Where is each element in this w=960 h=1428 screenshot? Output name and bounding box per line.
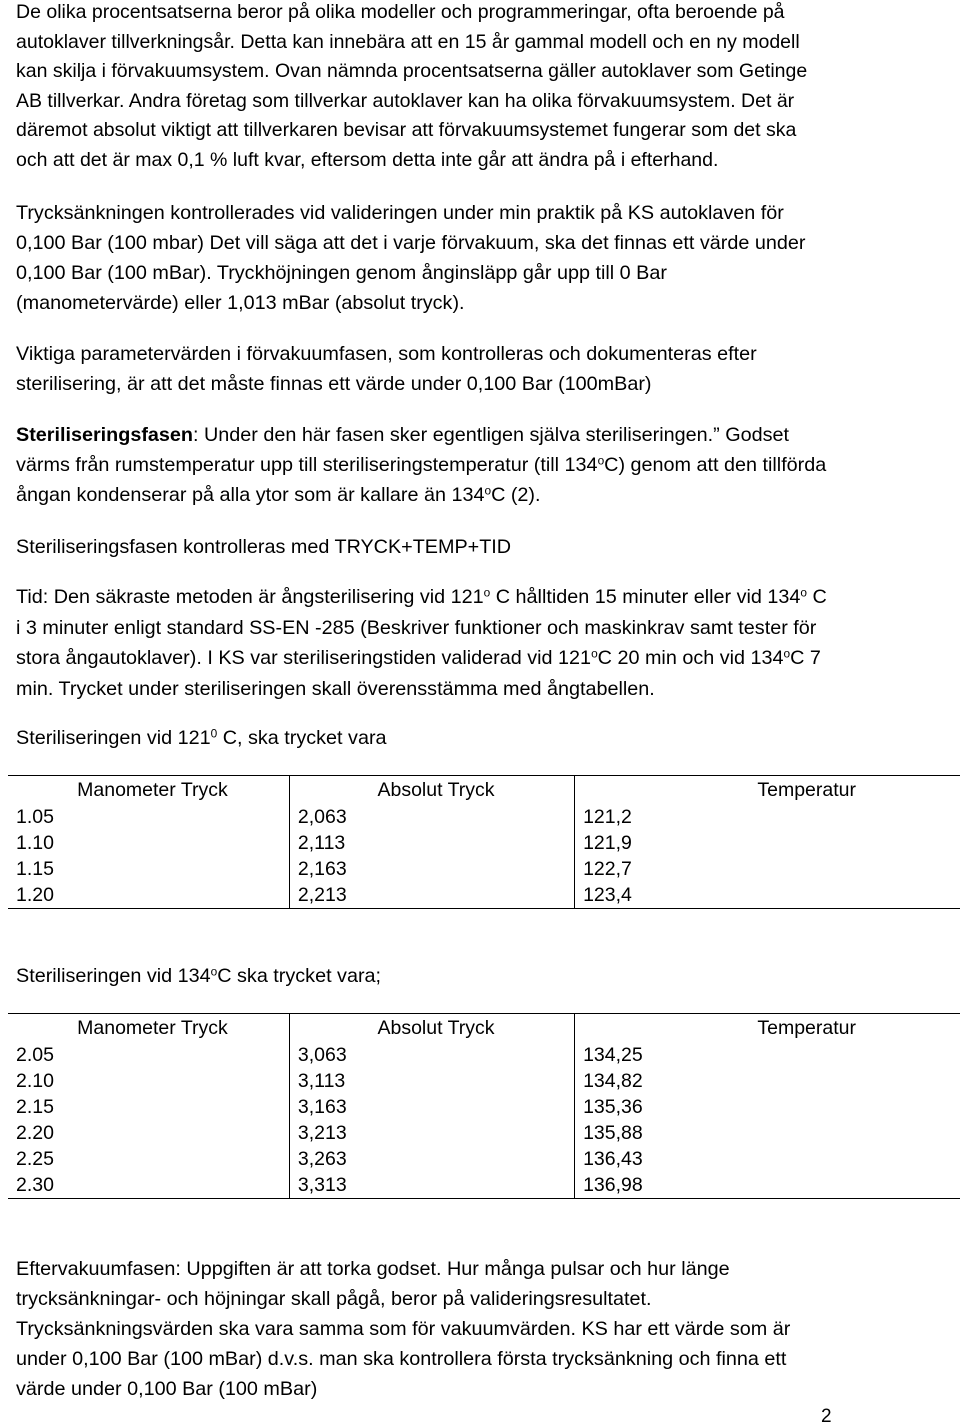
degree-sup: o — [800, 585, 807, 600]
text-line: under 0,100 Bar (100 mBar) d.v.s. man ska kontrollera första trycksänkning och finna ett — [16, 1348, 787, 1370]
text-span: ångan kondenserar på alla ytor som är kallare än 134 — [16, 484, 485, 506]
text-line: AB tillverkar. Andra företag som tillverkar autoklaver kan ha olika förvakuumsystem. Det är — [16, 89, 795, 112]
text-span: stora ångautoklaver). I KS var steriliseringstiden validerad vid 121 — [16, 647, 592, 669]
text-line: däremot absolut viktigt att tillverkaren bevisar att förvakuumsystemet fungerar som det ska — [16, 119, 797, 141]
heading-sterilisering-134 — [16, 961, 381, 991]
text-span: Steriliseringen vid 121 — [16, 727, 211, 749]
text-span: värms från rumstemperatur upp till steriliseringstemperatur (till 134 — [16, 454, 598, 476]
column-header: Manometer Tryck — [8, 776, 289, 805]
text-line: (manometervärde) eller 1,013 mBar (absolut tryck). — [16, 292, 465, 314]
table-cell: 121,9 — [583, 832, 632, 854]
text-line: autoklaver tillverkningsår. Detta kan innebära att en 15 år gammal modell och en ny modell — [16, 30, 800, 53]
table-cell: 2,163 — [289, 856, 574, 882]
table-cell: 134,25 — [583, 1044, 643, 1066]
text-line: sterilisering, är att det måste finnas ett värde under 0,100 Bar (100mBar) — [16, 373, 652, 395]
pressure-table-134 — [8, 1013, 960, 1199]
degree-sup: o — [484, 483, 492, 498]
table-cell: 2,113 — [289, 830, 574, 856]
text-span: C) genom att den tillförda — [604, 454, 827, 476]
text-span: C hålltiden 15 minuter eller vid 134 — [490, 586, 801, 608]
table-cell: 3,263 — [289, 1146, 574, 1172]
text-line: trycksänkningar- och höjningar skall pågå, beror på valideringsresultatet. — [16, 1288, 652, 1310]
text-span: C 7 — [790, 647, 821, 669]
text-line: Eftervakuumfasen: Uppgiften är att torka godset. Hur många pulsar och hur länge — [16, 1258, 730, 1280]
table-cell: 2.30 — [8, 1172, 289, 1199]
table-cell: 122,7 — [583, 858, 632, 880]
table-cell: 136,98 — [575, 1172, 960, 1199]
table-cell: 2,063 — [289, 804, 574, 830]
table-cell: 3,313 — [289, 1172, 574, 1199]
table-cell: 1.10 — [8, 830, 289, 856]
text-line: värde under 0,100 Bar (100 mBar) — [16, 1378, 318, 1400]
degree-sup: o — [210, 964, 218, 979]
column-header: Absolut Tryck — [289, 776, 574, 805]
paragraph-steriliseringsfasen — [16, 420, 826, 510]
text-span: C, ska trycket vara — [217, 727, 387, 749]
text-line: Trycksänkningen kontrollerades vid valideringen under min praktik på KS autoklaven för — [16, 202, 784, 224]
table-row — [8, 830, 960, 856]
heading-sterilisering-121 — [16, 723, 387, 753]
table-cell: 3,113 — [289, 1068, 574, 1094]
paragraph-tid — [16, 582, 827, 704]
text-line: Viktiga parametervärden i förvakuumfasen, som kontrolleras och dokumenteras efter — [16, 343, 757, 365]
table-cell: 121,2 — [583, 806, 632, 828]
degree-sup: 0 — [210, 726, 218, 741]
table-cell: 123,4 — [575, 882, 960, 909]
table-header-row — [8, 776, 960, 805]
table-row — [8, 856, 960, 882]
table-row — [8, 1042, 960, 1068]
table-cell: 2.15 — [8, 1094, 289, 1120]
page-number: 2 — [821, 1406, 832, 1427]
table-cell: 134,82 — [583, 1070, 643, 1092]
table-cell: 3,063 — [289, 1042, 574, 1068]
paragraph-kontrolleras — [16, 532, 511, 562]
text-line: 0,100 Bar (100 mbar) Det vill säga att det i varje förvakuum, ska det finnas ett värde under — [16, 232, 806, 254]
degree-sup: o — [597, 453, 605, 468]
text-span: : Under den här fasen sker egentligen själva steriliseringen.” Godset — [193, 424, 789, 446]
table-cell: 2,213 — [289, 882, 574, 909]
text-line: 0,100 Bar (100 mBar). Tryckhöjningen genom ånginsläpp går upp till 0 Bar — [16, 262, 667, 284]
column-header: Temperatur — [575, 776, 960, 805]
section-heading: Steriliseringsfasen — [16, 424, 194, 446]
text-line: Steriliseringsfasen kontrolleras med TRYCK+TEMP+TID — [16, 536, 512, 558]
table-row — [8, 804, 960, 830]
paragraph-eftervakuum — [16, 1254, 790, 1404]
table-cell: 1.20 — [8, 882, 289, 909]
text-line: Trycksänkningsvärden ska vara samma som för vakuumvärden. KS har ett värde som är — [16, 1318, 791, 1340]
table-cell: 3,213 — [289, 1120, 574, 1146]
text-span: Tid: Den säkraste metoden är ångsterilisering vid 121 — [16, 586, 484, 608]
text-line: kan skilja i förvakuumsystem. Ovan nämnda procentsatserna gäller autoklaver som Getinge — [16, 60, 808, 82]
column-header: Temperatur — [575, 1014, 960, 1043]
degree-sup: o — [591, 646, 598, 661]
table-row — [8, 882, 960, 909]
text-line: min. Trycket under steriliseringen skall överensstämma med ångtabellen. — [16, 677, 655, 700]
table-cell: 135,88 — [583, 1122, 643, 1144]
table-header-row — [8, 1014, 960, 1043]
text-line: och att det är max 0,1 % luft kvar, eftersom detta inte går att ändra på i efterhand. — [16, 148, 719, 171]
table-row — [8, 1094, 960, 1120]
table-row — [8, 1146, 960, 1172]
table-cell: 1.05 — [8, 804, 289, 830]
table-cell: 2.25 — [8, 1146, 289, 1172]
pressure-table-121 — [8, 775, 960, 909]
table-row — [8, 1172, 960, 1199]
table-cell: 3,163 — [289, 1094, 574, 1120]
table-cell: 135,36 — [583, 1096, 643, 1118]
paragraph-trycksankning — [16, 198, 805, 318]
text-span: C 20 min och vid 134 — [597, 647, 784, 669]
text-span: Steriliseringen vid 134 — [16, 965, 211, 987]
text-span: C (2). — [491, 484, 541, 506]
text-span: C — [806, 586, 827, 608]
paragraph-intro — [16, 0, 807, 175]
text-span: C ska trycket vara; — [217, 965, 382, 987]
table-cell: 2.05 — [8, 1042, 289, 1068]
degree-sup: o — [483, 585, 491, 600]
column-header: Manometer Tryck — [8, 1014, 289, 1043]
text-line: i 3 minuter enligt standard SS-EN -285 (Beskriver funktioner och maskinkrav samt tester för — [16, 616, 817, 639]
column-header: Absolut Tryck — [289, 1014, 574, 1043]
paragraph-viktiga — [16, 339, 757, 399]
table-cell: 136,43 — [583, 1148, 643, 1170]
table-cell: 2.10 — [8, 1068, 289, 1094]
table-row — [8, 1120, 960, 1146]
table-cell: 1.15 — [8, 856, 289, 882]
table-row — [8, 1068, 960, 1094]
table-cell: 2.20 — [8, 1120, 289, 1146]
text-line: De olika procentsatserna beror på olika modeller och programmeringar, ofta beroende på — [16, 1, 785, 23]
degree-sup: o — [783, 646, 791, 661]
